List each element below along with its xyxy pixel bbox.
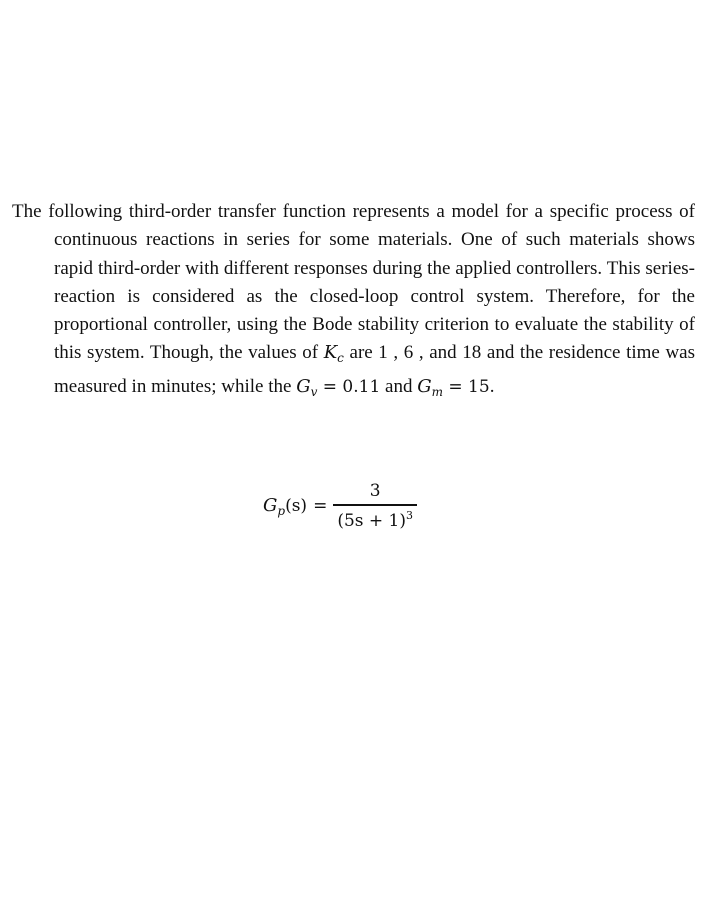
denominator-base: (5s + 1) <box>337 510 407 531</box>
fraction-denominator <box>333 506 417 531</box>
fraction <box>333 481 417 530</box>
problem-statement <box>12 198 695 406</box>
equation-lhs <box>263 495 307 518</box>
gp-argument: (s) <box>285 495 308 516</box>
gv-value: = 0.11 <box>317 376 381 397</box>
problem-text-part-1: The following third-order transfer function represents a model for a specific process of continuous reactions in series for some materials. One of such materials shows rapid third-order with different responses during the applied controllers. This series-reaction is considered as the closed-loop control system. Therefore, for the proportional controller, using the Bode stability criterion to evaluate the stability of this system. Though, the values of <box>12 201 695 364</box>
fraction-numerator: 3 <box>369 481 381 502</box>
transfer-function-equation <box>263 476 417 536</box>
gm-symbol: $G_m$ <box>417 375 443 399</box>
gp-symbol: G <box>263 494 278 516</box>
problem-text-part-3: and <box>380 375 418 397</box>
gv-symbol: $G_v$ <box>296 375 318 399</box>
equals-sign: = <box>313 496 328 516</box>
problem-text-part-2: are 1 , 6 , and 18 and the residence time was measured in minutes; while the <box>54 342 695 397</box>
denominator-exponent: 3 <box>406 508 414 522</box>
problem-text-part-4: . <box>489 375 495 397</box>
gp-subscript: p <box>277 503 286 518</box>
kc-symbol: $K_c$ <box>323 342 344 366</box>
gm-value: = 15 <box>443 376 490 397</box>
